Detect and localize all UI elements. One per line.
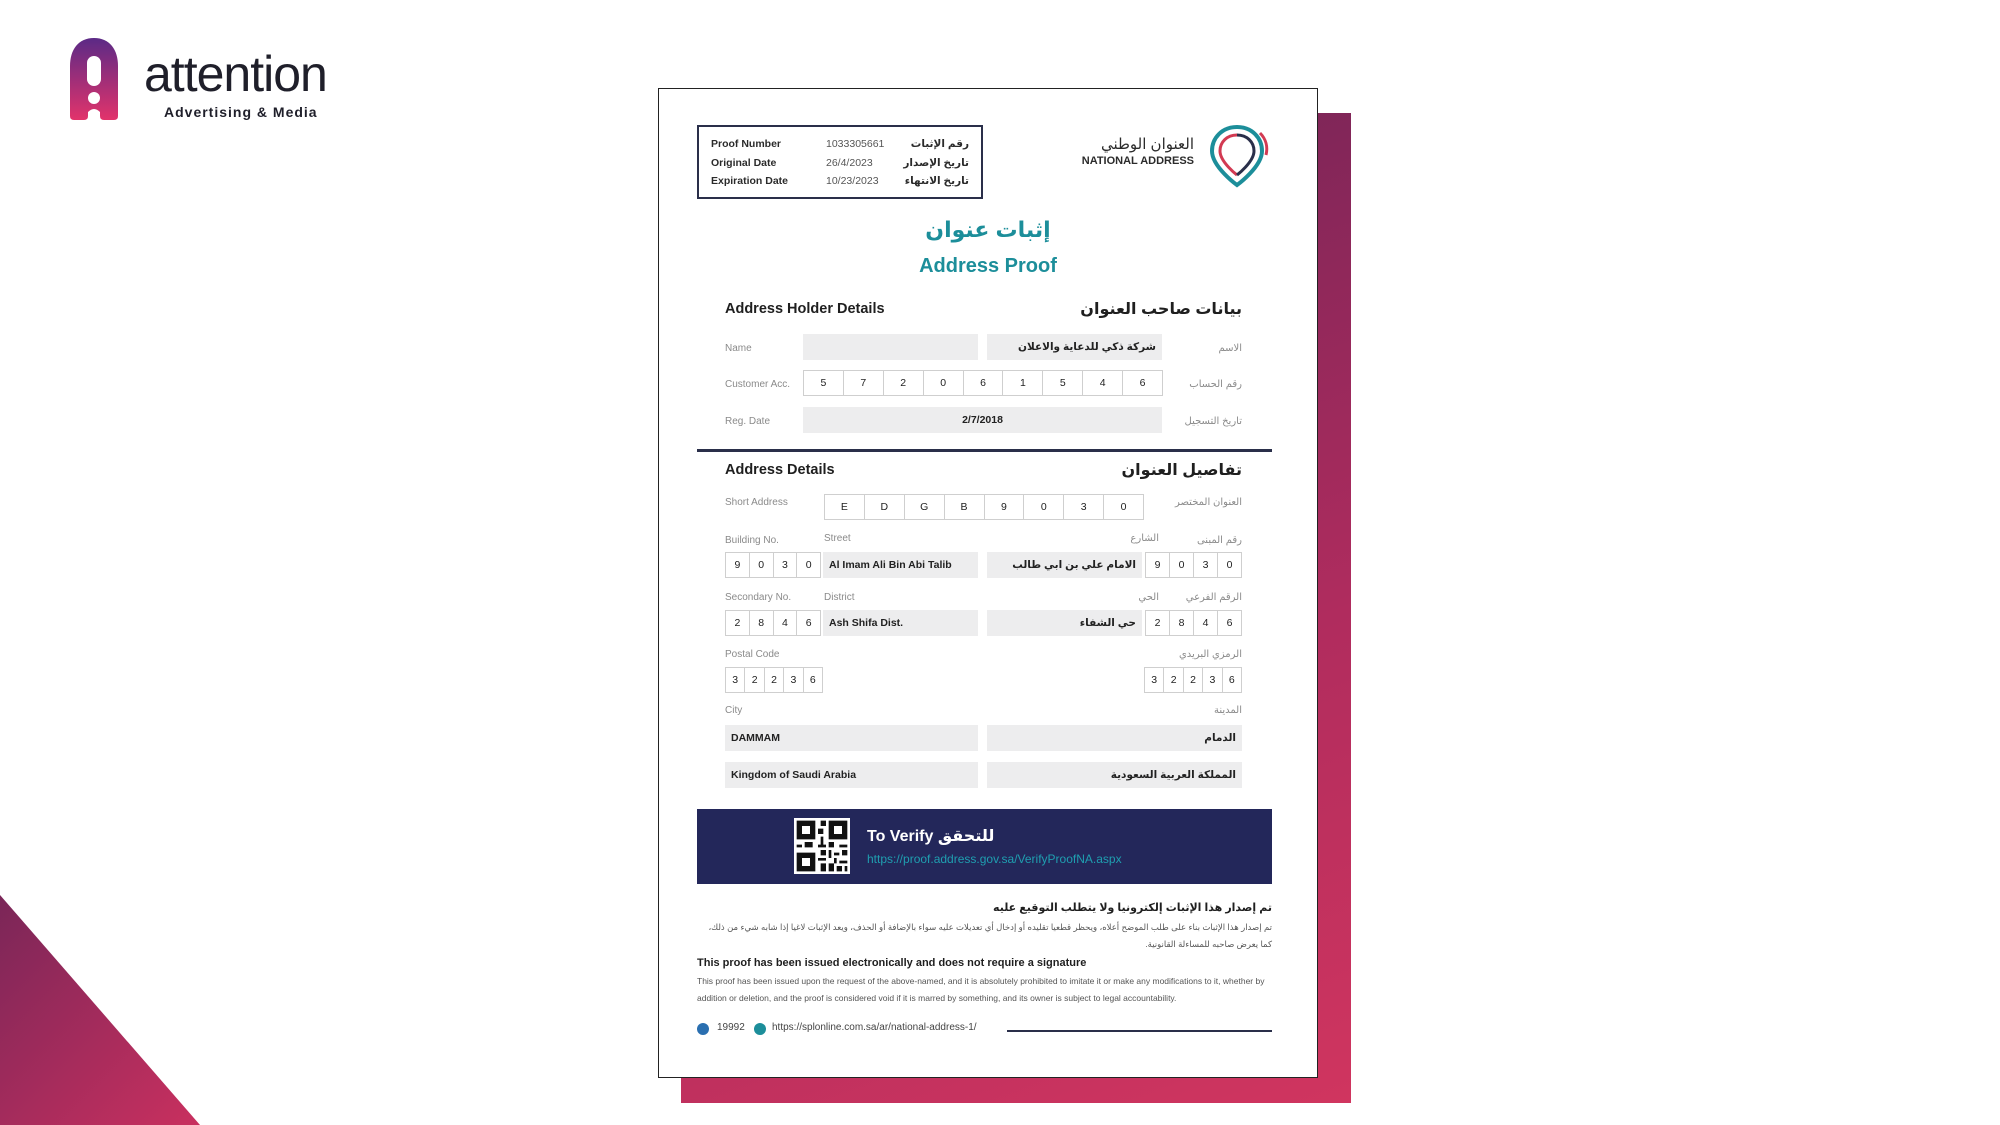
postal-label: Postal Code <box>725 649 780 660</box>
brand-mark-icon <box>68 36 120 122</box>
qr-code-icon <box>794 818 850 874</box>
address-heading: Address Details <box>725 462 835 478</box>
secondary-digits-arabic: 2 8 4 6 <box>1145 610 1242 636</box>
name-label-arabic: الاسم <box>1218 343 1242 354</box>
city-label: City <box>725 705 743 716</box>
notice-body-arabic: تم إصدار هذا الإثبات بناء على طلب الموضح أعلاه، ويحظر قطعيا تقليده أو إدخال أي تعديلات عليه سواء بالإضافة أو الحذف، ويعد الإثبات لاغيا إذا شابه شيء من ذلك، كما يعرض صاحبه للمساءلة القانونية. <box>708 922 1272 949</box>
street-label: Street <box>824 533 851 544</box>
document-title-arabic: إثبات عنوان <box>925 217 1051 242</box>
city-field: DAMMAM <box>725 725 978 751</box>
customer-acc-label-arabic: رقم الحساب <box>1189 379 1242 390</box>
postal-label-arabic: الرمزي البريدي <box>1178 649 1242 660</box>
original-date-row: Original Date 26/4/2023 تاريخ الإصدار <box>711 157 969 169</box>
building-digits-arabic: 9 0 3 0 <box>1145 552 1242 578</box>
notice-body: This proof has been issued upon the request of the above-named, and it is absolutely prohibited to imitate it or make any modifications to it, whether by addition or deletion, and the proof is considered void if it is marred by something, and its owner is subject to legal accountability. <box>697 976 1265 1003</box>
reg-date-field: 2/7/2018 <box>803 407 1162 433</box>
footer-phone: 19992 <box>717 1022 745 1033</box>
verify-title: To Verify للتحقق <box>867 828 995 845</box>
district-field-arabic: حي الشفاء <box>987 610 1142 636</box>
brand-logo <box>68 36 368 126</box>
national-address-logo: العنوان الوطني NATIONAL ADDRESS <box>1074 121 1279 191</box>
district-label-arabic: الحي <box>1138 592 1159 603</box>
street-label-arabic: الشارع <box>1130 533 1159 544</box>
address-proof-document <box>658 88 1318 1078</box>
document-title: Address Proof <box>919 255 1057 277</box>
postal-digits-arabic: 3 2 2 3 6 <box>1144 667 1242 693</box>
building-label: Building No. <box>725 535 779 546</box>
expiration-date-row: Expiration Date 10/23/2023 تاريخ الانتهاء <box>711 175 969 187</box>
proof-number-row: Proof Number 1033305661 رقم الإثبات <box>711 138 969 150</box>
reg-date-label-arabic: تاريخ التسجيل <box>1184 416 1242 427</box>
reg-date-label: Reg. Date <box>725 416 771 427</box>
footer-link[interactable]: https://splonline.com.sa/ar/national-address-1/ <box>772 1022 977 1033</box>
name-label: Name <box>725 343 752 354</box>
decorative-corner-triangle <box>0 895 200 1125</box>
brand-name: attention <box>144 46 327 102</box>
district-field: Ash Shifa Dist. <box>823 610 978 636</box>
holder-heading: Address Holder Details <box>725 301 885 317</box>
notice-heading: This proof has been issued electronically and does not require a signature <box>697 957 1087 969</box>
postal-digits: 3 2 2 3 6 <box>725 667 823 693</box>
verify-banner <box>697 809 1272 884</box>
name-field-arabic: شركة ذكي للدعاية والاعلان <box>987 334 1162 360</box>
customer-acc-label: Customer Acc. <box>725 379 791 390</box>
secondary-label: Secondary No. <box>725 592 792 603</box>
city-field-arabic: الدمام <box>987 725 1242 751</box>
secondary-label-arabic: الرقم الفرعي <box>1185 592 1242 603</box>
district-label: District <box>824 592 855 603</box>
name-field <box>803 334 978 360</box>
section-divider <box>697 449 1272 452</box>
phone-icon <box>697 1023 709 1035</box>
secondary-digits: 2 8 4 6 <box>725 610 821 636</box>
street-field: Al Imam Ali Bin Abi Talib <box>823 552 978 578</box>
country-field: Kingdom of Saudi Arabia <box>725 762 978 788</box>
brand-tagline: Advertising & Media <box>164 104 318 120</box>
notice-heading-arabic: تم إصدار هذا الإثبات إلكترونيا ولا يتطلب التوقيع عليه <box>993 902 1272 914</box>
customer-acc-digits: 5 7 2 0 6 1 5 4 6 <box>803 370 1163 396</box>
building-label-arabic: رقم المبنى <box>1196 535 1242 546</box>
verify-link[interactable]: https://proof.address.gov.sa/VerifyProofNA.aspx <box>867 852 1122 866</box>
document-footer <box>697 1021 1272 1039</box>
globe-icon <box>754 1023 766 1035</box>
short-address-digits: E D G B 9 0 3 0 <box>824 494 1144 520</box>
short-address-label-arabic: العنوان المختصر <box>1174 497 1242 508</box>
street-field-arabic: الامام علي بن ابي طالب <box>987 552 1142 578</box>
proof-info-box <box>697 125 983 199</box>
footer-rule <box>1007 1030 1272 1032</box>
location-pin-icon <box>1202 121 1272 191</box>
holder-heading-arabic: بيانات صاحب العنوان <box>1080 301 1242 318</box>
short-address-label: Short Address <box>725 497 788 508</box>
address-heading-arabic: تفاصيل العنوان <box>1121 462 1242 479</box>
country-field-arabic: المملكة العربية السعودية <box>987 762 1242 788</box>
building-digits: 9 0 3 0 <box>725 552 821 578</box>
city-label-arabic: المدينة <box>1213 705 1242 716</box>
